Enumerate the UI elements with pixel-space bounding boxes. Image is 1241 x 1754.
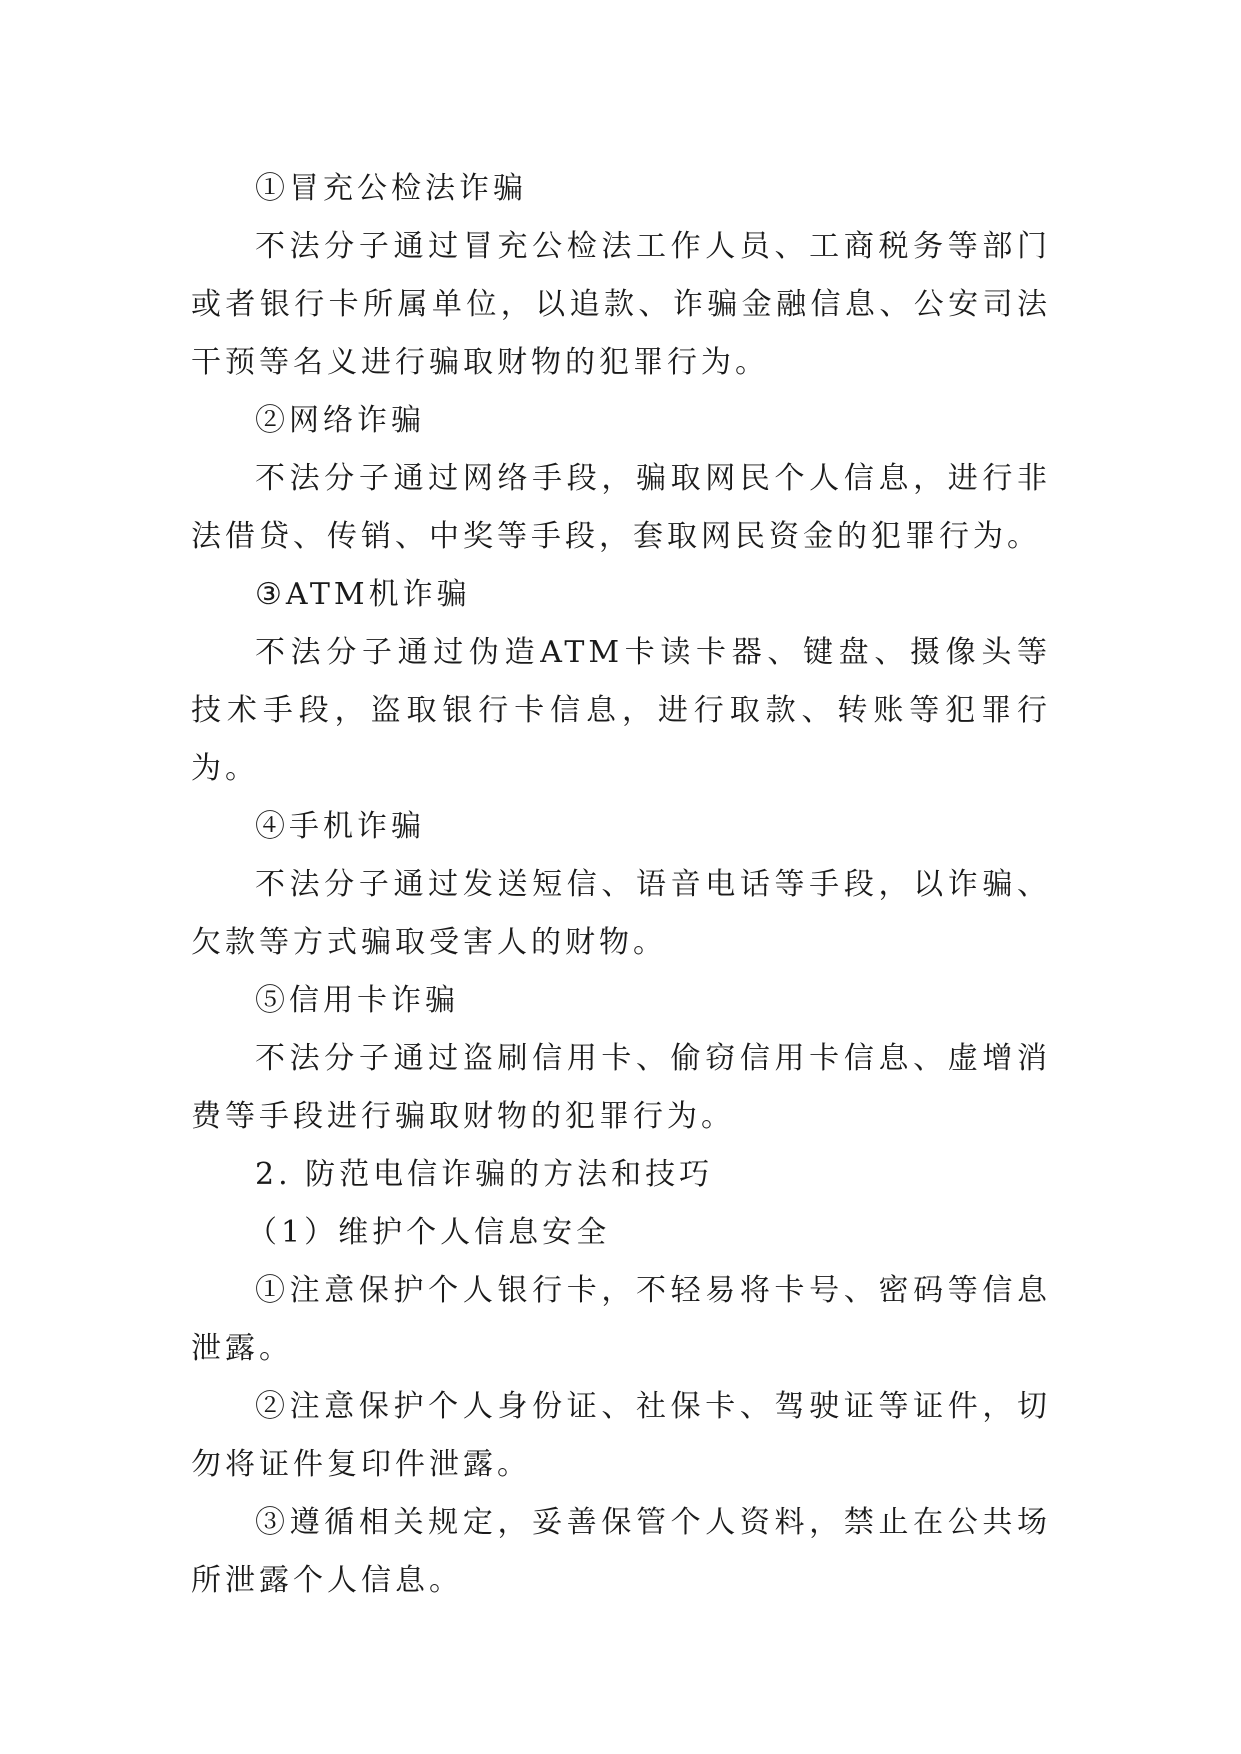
section-heading-prevention: 2. 防范电信诈骗的方法和技巧 xyxy=(255,1157,714,1192)
heading-online-fraud: ②网络诈骗 xyxy=(255,403,425,438)
paragraph-protect-id-documents: ②注意保护个人身份证、社保卡、驾驶证等证件，切勿将证件复印件泄露。 xyxy=(191,1389,1051,1482)
paragraph-impersonation-fraud: 不法分子通过冒充公检法工作人员、工商税务等部门或者银行卡所属单位，以追款、诈骗金融信息、公安司法干预等名义进行骗取财物的犯罪行为。 xyxy=(191,229,1051,380)
heading-atm-fraud: ③ATM机诈骗 xyxy=(255,577,471,612)
paragraph-credit-card-fraud: 不法分子通过盗刷信用卡、偷窃信用卡信息、虚增消费等手段进行骗取财物的犯罪行为。 xyxy=(191,1041,1051,1134)
heading-phone-fraud: ④手机诈骗 xyxy=(255,809,425,844)
document-body xyxy=(191,160,1051,1610)
subsection-heading-personal-info: （1）维护个人信息安全 xyxy=(247,1215,611,1250)
heading-credit-card-fraud: ⑤信用卡诈骗 xyxy=(255,983,459,1018)
paragraph-phone-fraud: 不法分子通过发送短信、语音电话等手段，以诈骗、欠款等方式骗取受害人的财物。 xyxy=(191,867,1051,960)
paragraph-protect-bank-card: ①注意保护个人银行卡，不轻易将卡号、密码等信息泄露。 xyxy=(191,1273,1051,1366)
paragraph-online-fraud: 不法分子通过网络手段，骗取网民个人信息，进行非法借贷、传销、中奖等手段，套取网民资金的犯罪行为。 xyxy=(191,461,1051,554)
paragraph-keep-records-safe: ③遵循相关规定，妥善保管个人资料，禁止在公共场所泄露个人信息。 xyxy=(191,1505,1051,1598)
paragraph-atm-fraud: 不法分子通过伪造ATM卡读卡器、键盘、摄像头等技术手段，盗取银行卡信息，进行取款、转账等犯罪行为。 xyxy=(191,635,1051,786)
heading-impersonation-fraud: ①冒充公检法诈骗 xyxy=(255,171,527,206)
